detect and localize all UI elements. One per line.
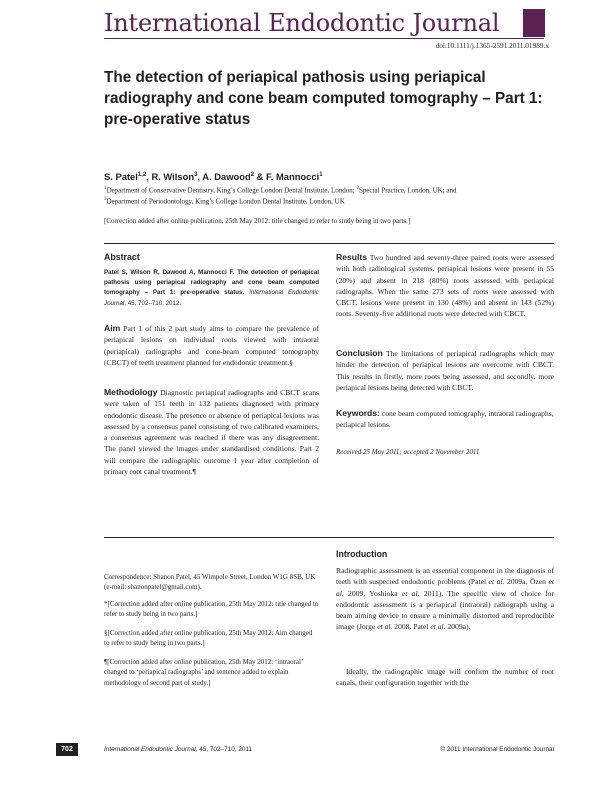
abstract-aim (104, 323, 319, 368)
footnote-mark: * (104, 600, 108, 608)
affiliations (104, 184, 554, 207)
footnote (104, 657, 319, 688)
citation-journal: International Endodontic Journal (104, 289, 319, 307)
aim-text: Part 1 of this 2 part study aims to compare the prevalence of periapical lesions on individual roots viewed with intraoral (periapical) radiographs and cone-beam computed tomography (CBCT) of teeth treatment planned for endodontic treatment.§ (104, 324, 319, 367)
intro-text: 2009, Yoshioka (343, 588, 402, 598)
footer-copyright: © 2011 International Endodontic Journal (440, 746, 554, 753)
intro-text: 2009a). (445, 622, 471, 632)
abstract-keywords (336, 408, 554, 431)
keywords-label: Keywords: (336, 408, 380, 418)
affiliation: Department of Conservative Dentistry, King’s College London Dental Institute, London; (106, 186, 355, 195)
results-label: Results (336, 252, 368, 262)
footnote-mark: § (104, 629, 108, 637)
abstract-citation (104, 268, 319, 309)
conclusion-text: The limitations of periapical radiographs which may hinder the detection of periapical lesions are overcome with CBCT. This results in firstly, more roots being assessed, and secondly, more periapical lesions being detected with CBCT. (336, 349, 555, 392)
intro-text: 2011). The specific view of choice for endodontic assessment is a periapical (intraoral) radiograph using a beam aiming device to ensure a minimally distorted and reproducible image (Jorge (336, 588, 554, 632)
author-name: F. Mannocci (266, 171, 320, 182)
aim-label: Aim (104, 323, 121, 333)
abstract-conclusion (336, 348, 554, 393)
page-number: 702 (56, 743, 78, 756)
abstract-results (336, 252, 554, 320)
introduction-heading: Introduction (336, 549, 388, 559)
author-name: A. Dawood (202, 171, 251, 182)
affil-sup: 2 (356, 186, 359, 191)
footnote (104, 599, 319, 620)
author-name: R. Wilson (151, 171, 195, 182)
author-sup: 3 (194, 171, 198, 178)
article-title: The detection of periapical pathosis using periapical radiography and cone beam computed tomography – Part 1: pre-operative status (104, 69, 543, 128)
footer-ref: , 45, 702–710, 2011 (195, 746, 253, 753)
footnote-text: [Correction added after online publication, 25th May 2012: ‘intraoral’ changed to ‘periapical radiographs’ and sentence added to explain methodology of second part of study.] (104, 658, 303, 687)
footer-journal-ref (104, 746, 252, 753)
author-name: S. Patel (104, 171, 138, 182)
journal-header (104, 8, 544, 39)
doi: doi:10.1111/j.1365-2591.2011.01989.x (435, 41, 549, 50)
abstract-methodology (104, 387, 319, 477)
intro-text: 2009a, Özen (504, 577, 549, 587)
methodology-text: Diagnostic periapical radiographs and CBCT scans were taken of 151 teeth in 132 patients diagnosed with primary endodontic disease. The presence or absence of periapical lesions was assessed by a consensus panel consisting of two calibrated examiners, a consensus agreement was reached if there was any disagreement. The panel viewed the images under standardised conditions. Part 2 will compare the radiographic outcome 1 year after completion of primary root canal treatment.¶ (104, 388, 319, 477)
footnote-text: [Correction added after online publication, 25th May 2012: Aim changed to refer to study being in two parts.] (104, 629, 313, 648)
affiliation: Department of Periodontology, King’s College London Dental Institute, London, UK (106, 197, 345, 206)
conclusion-label: Conclusion (336, 348, 383, 358)
footnote-mark: ¶ (104, 658, 108, 666)
introduction-paragraph: Ideally, the radiographic image will confirm the number of root canals, their configuration together with the (336, 667, 554, 688)
citation-text: Patel S, Wilson R, Dawood A, Mannocci F. The detection of periapical pathosis using periapical radiography and cone beam computed tomography – Part 1: pre-operative status. (104, 269, 319, 297)
citation-ref: , 45, 702–710, 2012. (124, 299, 182, 307)
correspondence: Correspondence: Shanon Patel, 45 Wimpole Street, London W1G 8SB, UK (e-mail: shanonpatel@gmail.com). (104, 573, 316, 592)
intro-etal: et al. (336, 577, 554, 598)
section-divider (104, 537, 554, 538)
intro-text: 2008, Patel (392, 622, 431, 632)
keywords-text: cone beam computed tomography, intraoral radiographs, periapical lesions. (336, 409, 554, 430)
journal-logo-block (523, 9, 545, 37)
intro-etal: et al. (377, 622, 393, 632)
abstract-heading: Abstract (104, 252, 140, 262)
results-text: Two hundred and seventy-three paired roots were assessed with both radiological systems, periapical lesions were present in 55 (20%) and absent in 218 (80%) roots assessed with periapical radiographs. When the same 273 sets of roots were assessed with CBCT, lesions were present in 130 (48%) and absent in 143 (52%) roots. Seventy-five additional roots were detected with CBCT. (336, 253, 554, 319)
author-list: S. Patel$^{1,2}$, R. Wilson$^3$, A. Dawood$^2$ & F. Mannocci$^1$ (104, 171, 323, 182)
intro-text: Radiographic assessment is an essential component in the diagnosis of teeth with suspected endodontic problems (Patel (336, 566, 554, 587)
footnote-text: [Correction added after online publication, 25th May 2012: title changed to refer to study being in two parts.] (104, 600, 319, 619)
section-divider (104, 243, 554, 244)
intro-etal: et al. (401, 588, 420, 598)
journal-title: International Endodontic Journal (104, 9, 500, 37)
affil-sup: 1 (104, 186, 107, 191)
correction-note: [Correction added after online publication, 25th May 2012: title changed to refer to study being in two parts.] (104, 217, 411, 225)
affiliation: Special Practice, London, UK; and (358, 186, 457, 195)
methodology-label: Methodology (104, 387, 158, 397)
footer-journal: International Endodontic Journal (104, 746, 196, 753)
author-sup: 1,2 (137, 171, 147, 178)
affil-sup: 3 (104, 197, 107, 203)
received-dates: Received 25 May 2011; accepted 2 November 2011 (336, 448, 480, 456)
intro-etal: et al. (430, 622, 446, 632)
intro-etal: et al. (488, 577, 505, 587)
footnote (104, 628, 319, 649)
author-sup: 1 (319, 171, 323, 178)
introduction-paragraph (336, 565, 554, 633)
author-sup: 2 (250, 171, 255, 178)
